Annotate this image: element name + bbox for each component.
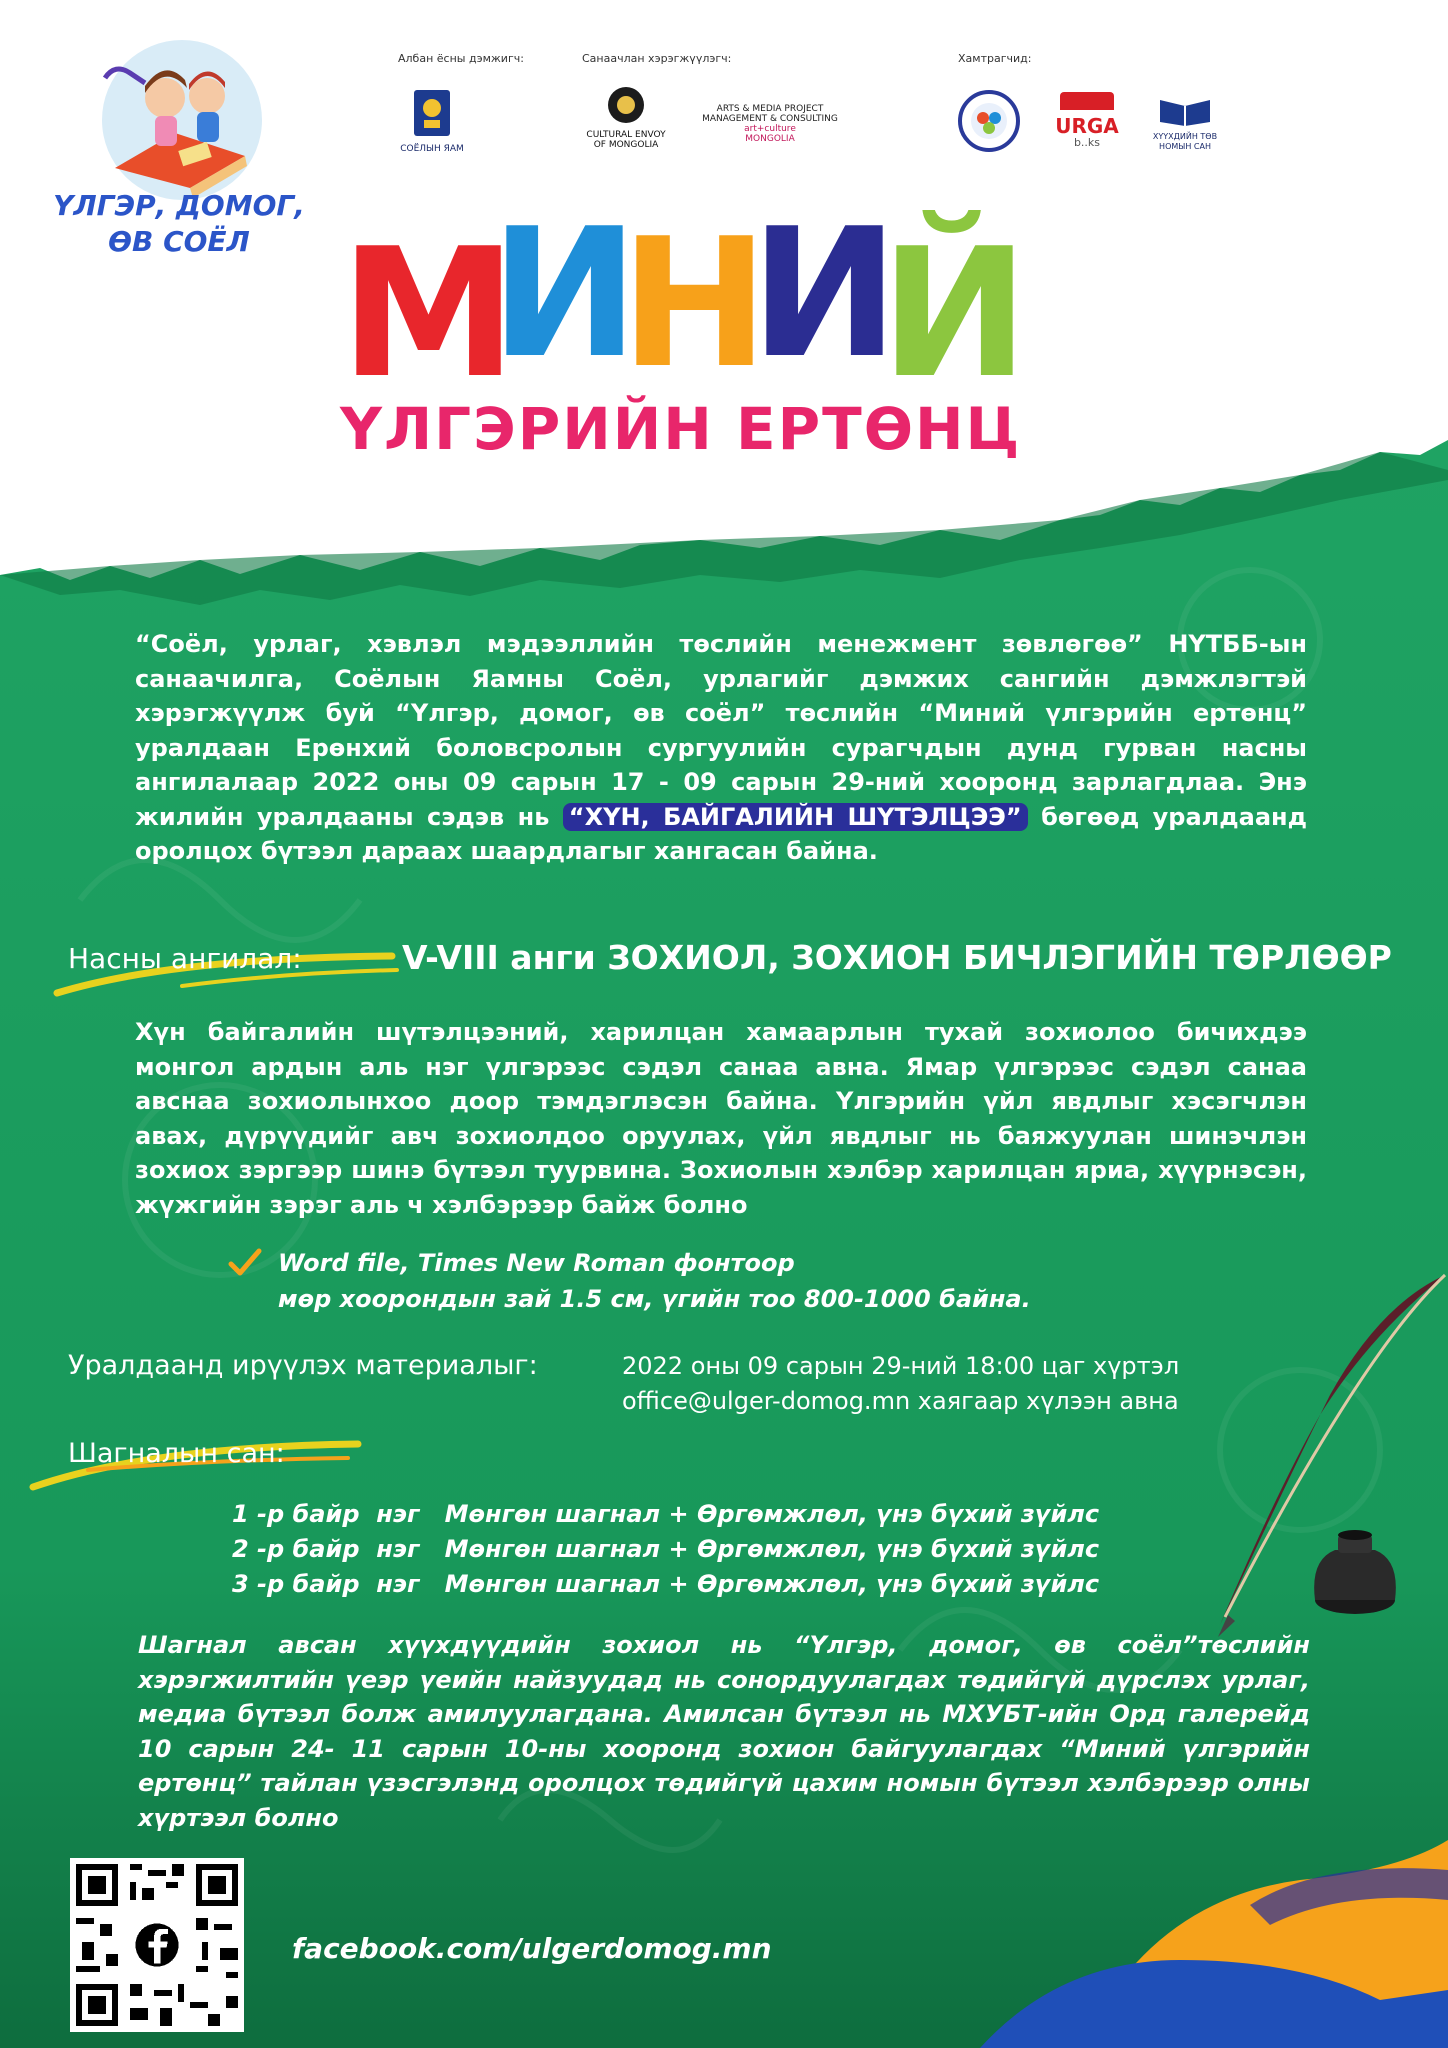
partner-round-logo-icon <box>958 90 1020 152</box>
title-letter-5: Й <box>880 210 1029 417</box>
qr-code-icon <box>70 1858 244 2032</box>
urga-wordmark: URGA <box>1055 114 1119 138</box>
age-category-label: Насны ангилал: <box>68 942 302 975</box>
urga-logo <box>1046 84 1128 156</box>
intro-text-after: бөгөөд уралдаанд оролцох бүтээл дараах шаардлагыг хангасан байна. <box>135 802 1307 865</box>
label-official-supporter: Албан ёсны дэмжигч: <box>398 52 524 65</box>
urga-sub: b..ks <box>1073 136 1101 149</box>
contest-theme-highlight: “ХҮН, БАЙГАЛИЙН ШҮТЭЛЦЭЭ” <box>563 803 1028 831</box>
intro-text-before: “Соёл, урлаг, хэвлэл мэдээллийн төслийн менежмент зөвлөгөө” НҮТББ-ын санаачилга, Соёлын Яамны Соёл, урлагийг дэмжих сангийн дэмжлэгтэй хэрэгжүүлж буй “Үлгэр, домог, өв соёл” төслийн “Миний үлгэрийн ертөнц” уралдаан Ерөнхий боловсролын сургуулийн сурагчдын дунд гурван насны ангилалаар 2022 оны 09 сарын 17 - 09 сарын 29-ний хооронд зарлагдлаа. Энэ жилийн уралдааны сэдэв нь <box>135 630 1307 831</box>
requirement-line-2: мөр хоорондын зай 1.5 см, үгийн тоо 800-1000 байна. <box>278 1285 1031 1313</box>
label-implementer: Санаачлан хэрэгжүүлэгч: <box>582 52 732 65</box>
checkmark-icon <box>228 1248 262 1278</box>
submission-deadline: 2022 оны 09 сарын 29-ний 18:00 цаг хүртэл <box>622 1352 1180 1380</box>
label-partners: Хамтрагчид: <box>958 52 1032 65</box>
arts-media-logo <box>700 104 840 152</box>
open-book-icon <box>1150 92 1220 128</box>
cultural-envoy-logo <box>578 84 674 156</box>
brand-illustration <box>95 38 270 203</box>
ministry-logo <box>396 88 468 156</box>
arts-media-caption: ARTS & MEDIA PROJECT MANAGEMENT & CONSULTING <box>702 104 838 124</box>
brand-line-2: ӨВ СОЁЛ <box>108 225 250 258</box>
qr-code[interactable] <box>70 1858 244 2032</box>
prize-1: 1 -р байр нэг Мөнгөн шагнал + Өргөмжлөл, үнэ бүхий зүйлс <box>232 1500 1100 1528</box>
facebook-link[interactable]: facebook.com/ulgerdomog.mn <box>292 1932 772 1965</box>
prize-3: 3 -р байр нэг Мөнгөн шагнал + Өргөмжлөл, үнэ бүхий зүйлс <box>232 1570 1100 1598</box>
submission-email: office@ulger-domog.mn хаягаар хүлээн авна <box>622 1387 1179 1415</box>
ministry-caption: СОЁЛЫН ЯАМ <box>400 144 464 154</box>
title-letter-4: И <box>750 190 899 397</box>
quill-and-inkwell <box>1180 1265 1448 1645</box>
urga-red-block <box>1060 92 1114 110</box>
closing-paragraph: Шагнал авсан хүүхдүүдийн зохиол нь “Үлгэр, домог, өв соёл”төслийн хэрэгжилтийн үеэр үеийн найзуудад нь сонордуулагдах төдийгүй дүрслэх урлаг, медиа бүтээл болж амилуулагдана. Амилсан бүтээл нь МХУБТ-ийн Орд галерейд 10 сарын 24- 11 сарын 10-ны хооронд зохион байгуулагдах “Миний үлгэрийн ертөнц” тайлан үзэсгэлэнд оролцох төдийгүй цахим номын бүтээл хэлбэрээр олны хүртээл болно <box>138 1631 1310 1832</box>
requirement-line-1: Word file, Times New Roman фонтоор <box>278 1249 795 1277</box>
title-letter-1: М <box>340 210 518 417</box>
intro-paragraph <box>135 627 1307 869</box>
cultural-envoy-emblem-icon <box>578 84 674 126</box>
brand-line-1: ҮЛГЭР, ДОМОГ, <box>53 189 305 222</box>
title-letter-3: Н <box>620 200 769 407</box>
children-library-logo <box>1150 92 1220 156</box>
prize-2: 2 -р байр нэг Мөнгөн шагнал + Өргөмжлөл, үнэ бүхий зүйлс <box>232 1535 1100 1563</box>
prizes-label: Шагналын сан: <box>68 1438 285 1469</box>
brand-wordmark <box>44 188 314 260</box>
arts-media-sub: art+culture MONGOLIA <box>744 124 796 144</box>
children-library-caption: ХҮҮХДИЙН ТӨВ НОМЫН САН <box>1152 132 1218 151</box>
ministry-emblem-icon <box>396 88 468 140</box>
competition-description: Хүн байгалийн шүтэлцээний, харилцан хамаарлын тухай зохиолоо бичихдээ монгол ардын аль нэг үлгэрээс сэдэл санаа авна. Ямар үлгэрээс сэдэл санаа авснаа зохиолынхоо доор тэмдэглэсэн байна. Үлгэрийн үйл явдлыг хэсэгчлэн авах, дүрүүдийг авч зохиолдоо оруулах, үйл явдлыг нь баяжуулан шинэчлэн зохиох зэргээр шинэ бүтээл туурвина. Зохиолын хэлбэр харилцан яриа, хүүрнэсэн, жүжгийн зэрэг аль ч хэлбэрээр байж болно <box>135 1018 1307 1219</box>
age-category-value: V-VIII анги ЗОХИОЛ, ЗОХИОН БИЧЛЭГИЙН ТӨРЛӨӨР <box>402 938 1392 977</box>
cultural-envoy-caption: CULTURAL ENVOY OF MONGOLIA <box>586 130 666 150</box>
title-subtitle: ҮЛГЭРИЙН ЕРТӨНЦ <box>340 395 1022 463</box>
submission-label: Уралдаанд ирүүлэх материалыг: <box>68 1350 538 1381</box>
title-letter-2: И <box>490 190 639 397</box>
